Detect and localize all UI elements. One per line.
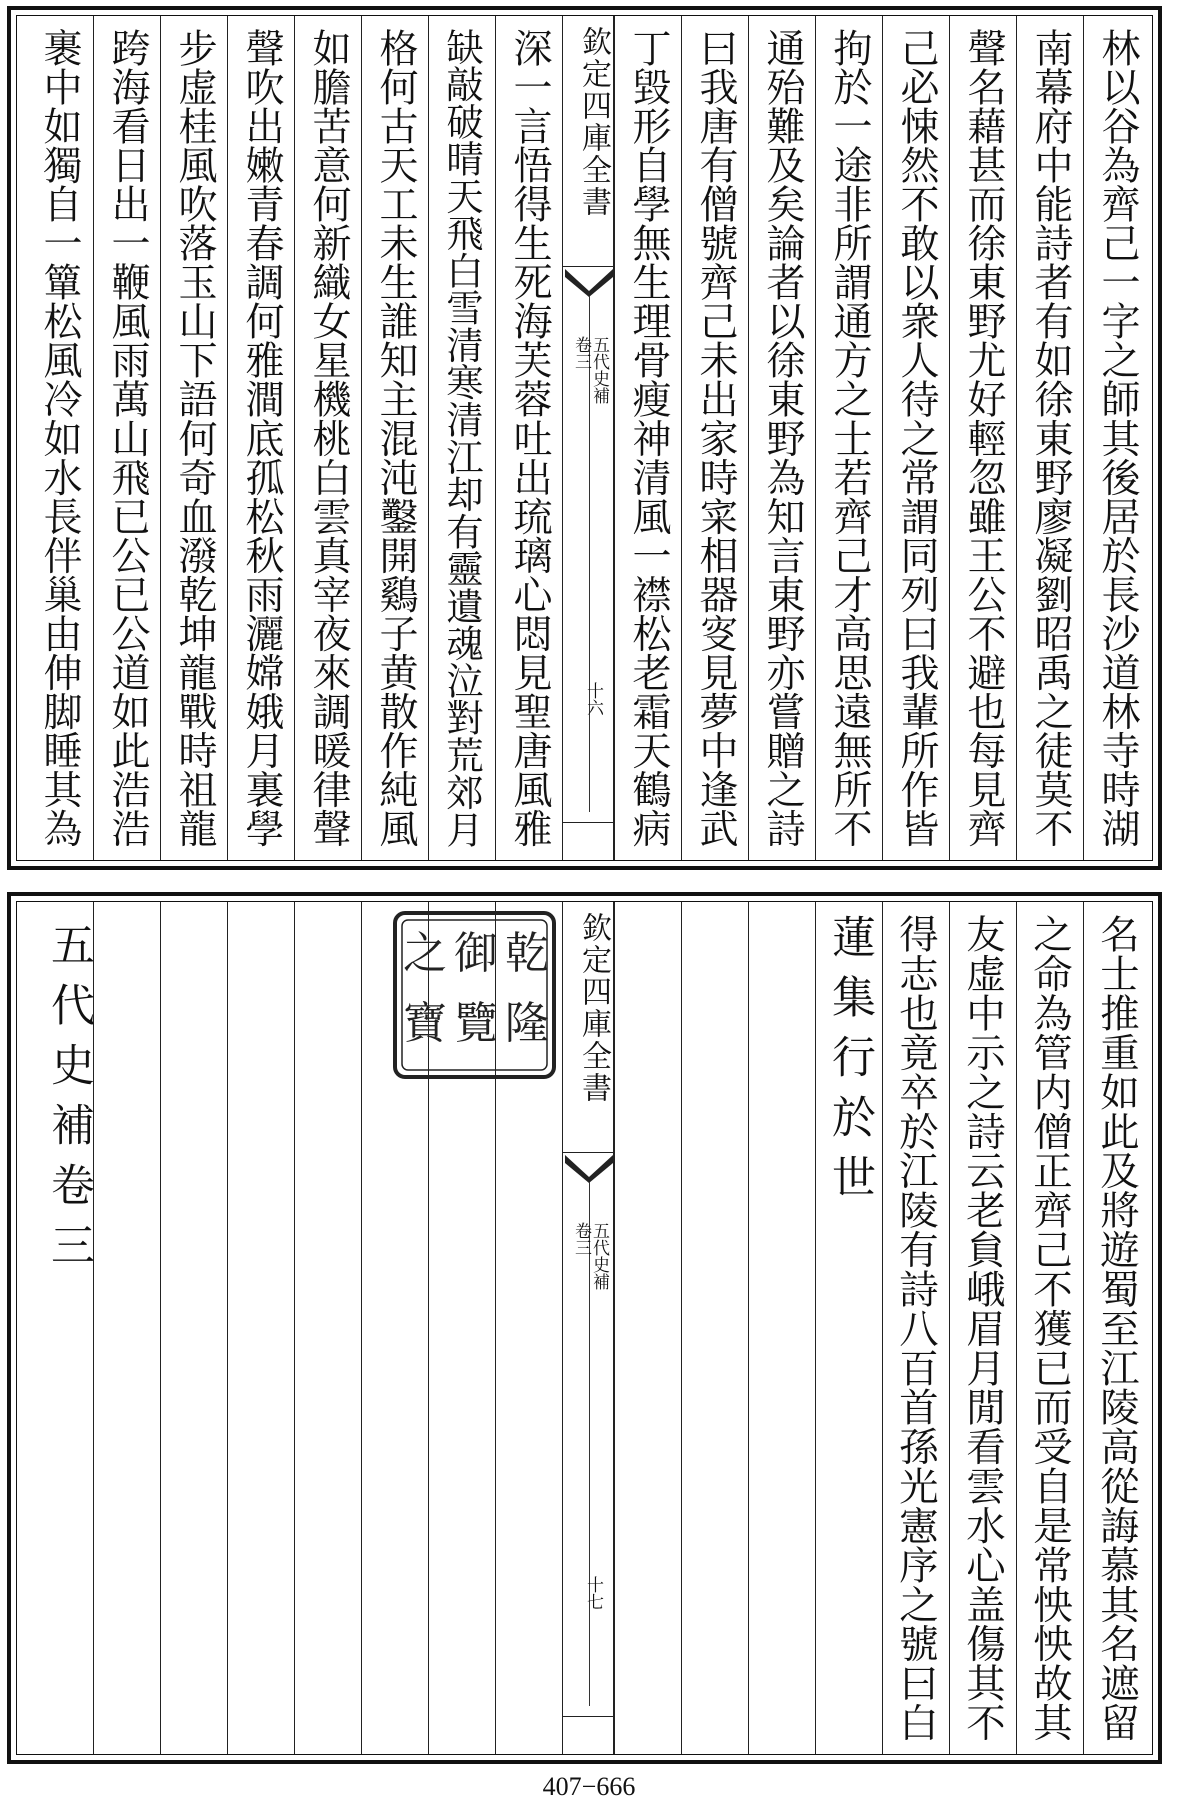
page-top bbox=[7, 6, 1162, 870]
text-column bbox=[614, 16, 681, 860]
svg-text:御: 御 bbox=[454, 928, 498, 979]
text-column bbox=[1016, 902, 1083, 1754]
column-text: 曰我唐有僧號齊己未出家時寀相器叜見夢中逢武 bbox=[693, 28, 738, 848]
gutter-volume: 卷三 bbox=[571, 336, 591, 370]
text-column bbox=[815, 16, 882, 860]
column-text: 南幕府中能詩者有如徐東野廖凝劉昭禹之徒莫不 bbox=[1028, 28, 1073, 848]
text-column bbox=[93, 16, 160, 860]
text-column bbox=[26, 16, 102, 860]
text-column bbox=[428, 16, 495, 860]
column-text: 友虚中示之詩云老貟峨眉月閒看雲水心盖傷其不 bbox=[960, 914, 1006, 1742]
text-column bbox=[160, 902, 227, 1754]
text-column bbox=[26, 902, 102, 1754]
page-top-frame bbox=[16, 15, 1153, 861]
text-column bbox=[227, 902, 294, 1754]
imperial-seal-stamp bbox=[392, 910, 557, 1080]
text-column bbox=[949, 16, 1016, 860]
gutter-end-line bbox=[563, 822, 613, 823]
column-text: 名士推重如此及將遊蜀至江陵高從誨慕其名遮留 bbox=[1094, 914, 1140, 1742]
seal-icon bbox=[392, 910, 557, 1080]
column-text: 跨海看日出一鞭風雨萬山飛已公已公道如此浩浩 bbox=[105, 28, 150, 848]
column-text: 丁毀形自學無生理骨瘦神清風一襟松老霜天鶴病 bbox=[626, 28, 671, 848]
svg-text:隆: 隆 bbox=[505, 998, 549, 1049]
column-text: 深一言悟得生死海芙蓉吐出琉璃心悶見聖唐風雅 bbox=[507, 28, 552, 848]
text-column bbox=[93, 902, 160, 1754]
text-column bbox=[227, 16, 294, 860]
text-column bbox=[495, 16, 562, 860]
gutter-section-title: 五代史補 bbox=[589, 336, 609, 404]
gutter-section-title: 五代史補 bbox=[589, 1222, 609, 1290]
text-column bbox=[949, 902, 1016, 1754]
svg-text:寶: 寶 bbox=[403, 998, 447, 1049]
gutter-end-line bbox=[563, 1716, 613, 1717]
text-column bbox=[882, 902, 949, 1754]
column-text: 缺敲破晴天飛白雪清寒清江却有靈遺魂泣對荒郊月 bbox=[440, 28, 484, 848]
page-bottom bbox=[7, 892, 1162, 1764]
column-text: 裹中如獨自一簞松風冷如水長伴巢由伸脚睡其為 bbox=[37, 28, 82, 848]
text-column bbox=[681, 902, 748, 1754]
column-text: 林以谷為齊己一字之師其後居於長沙道林寺時湖 bbox=[1095, 28, 1140, 848]
page-bottom-frame bbox=[16, 901, 1153, 1755]
column-text: 五代史補卷三 bbox=[43, 922, 94, 1282]
column-text: 拘於一途非所謂通方之士若齊己才高思遠無所不 bbox=[827, 28, 872, 848]
gutter-book-title: 欽定四庫全書 bbox=[576, 912, 611, 1104]
text-column bbox=[1083, 902, 1150, 1754]
gutter-page-number: 十六 bbox=[583, 682, 603, 716]
column-text: 蓮集行於世 bbox=[824, 914, 875, 1214]
column-text: 步虚桂風吹落玉山下語何奇血潑乾坤龍戰時祖龍 bbox=[172, 28, 217, 848]
column-text: 聲吹出嫩青春調何雅澗底孤松秋雨灑嫦娥月裏學 bbox=[239, 28, 284, 848]
fish-tail-mark bbox=[563, 266, 613, 297]
column-text: 得志也竟卒於江陵有詩八百首孫光憲序之號曰白 bbox=[893, 914, 939, 1742]
gutter-volume: 卷三 bbox=[571, 1222, 591, 1256]
column-text: 通殆難及矣論者以徐東野為知言東野亦嘗贈之詩 bbox=[760, 28, 805, 848]
text-column bbox=[681, 16, 748, 860]
text-column bbox=[361, 16, 428, 860]
center-gutter bbox=[562, 902, 614, 1754]
column-text: 之命為管内僧正齊己不獲已而受自是常怏怏故其 bbox=[1027, 914, 1073, 1742]
svg-text:之: 之 bbox=[403, 928, 447, 979]
text-column bbox=[1016, 16, 1083, 860]
gutter-book-title: 欽定四庫全書 bbox=[576, 26, 611, 218]
gutter-page-number: 十七 bbox=[583, 1576, 603, 1610]
text-column bbox=[1083, 16, 1150, 860]
svg-text:覽: 覽 bbox=[454, 998, 498, 1049]
svg-text:乾: 乾 bbox=[505, 928, 549, 979]
text-column bbox=[748, 902, 815, 1754]
text-column bbox=[614, 902, 681, 1754]
column-text: 如膽苦意何新織女星機桃白雲真宰夜來調暖律聲 bbox=[306, 28, 351, 848]
text-column bbox=[748, 16, 815, 860]
text-column bbox=[882, 16, 949, 860]
text-column bbox=[294, 902, 361, 1754]
text-column bbox=[294, 16, 361, 860]
column-text: 格何古天工未生誰知主混沌鑿開鷄子黄散作純風 bbox=[373, 28, 418, 848]
center-gutter bbox=[562, 16, 614, 860]
column-text: 聲名藉甚而徐東野尤好輕忽雖王公不避也每見齊 bbox=[961, 28, 1006, 848]
page-reference: 407−666 bbox=[542, 1772, 636, 1801]
fish-tail-mark bbox=[563, 1152, 613, 1183]
column-text: 己必悚然不敢以衆人待之常謂同列曰我輩所作皆 bbox=[894, 28, 939, 848]
text-column bbox=[160, 16, 227, 860]
text-column bbox=[815, 902, 882, 1754]
